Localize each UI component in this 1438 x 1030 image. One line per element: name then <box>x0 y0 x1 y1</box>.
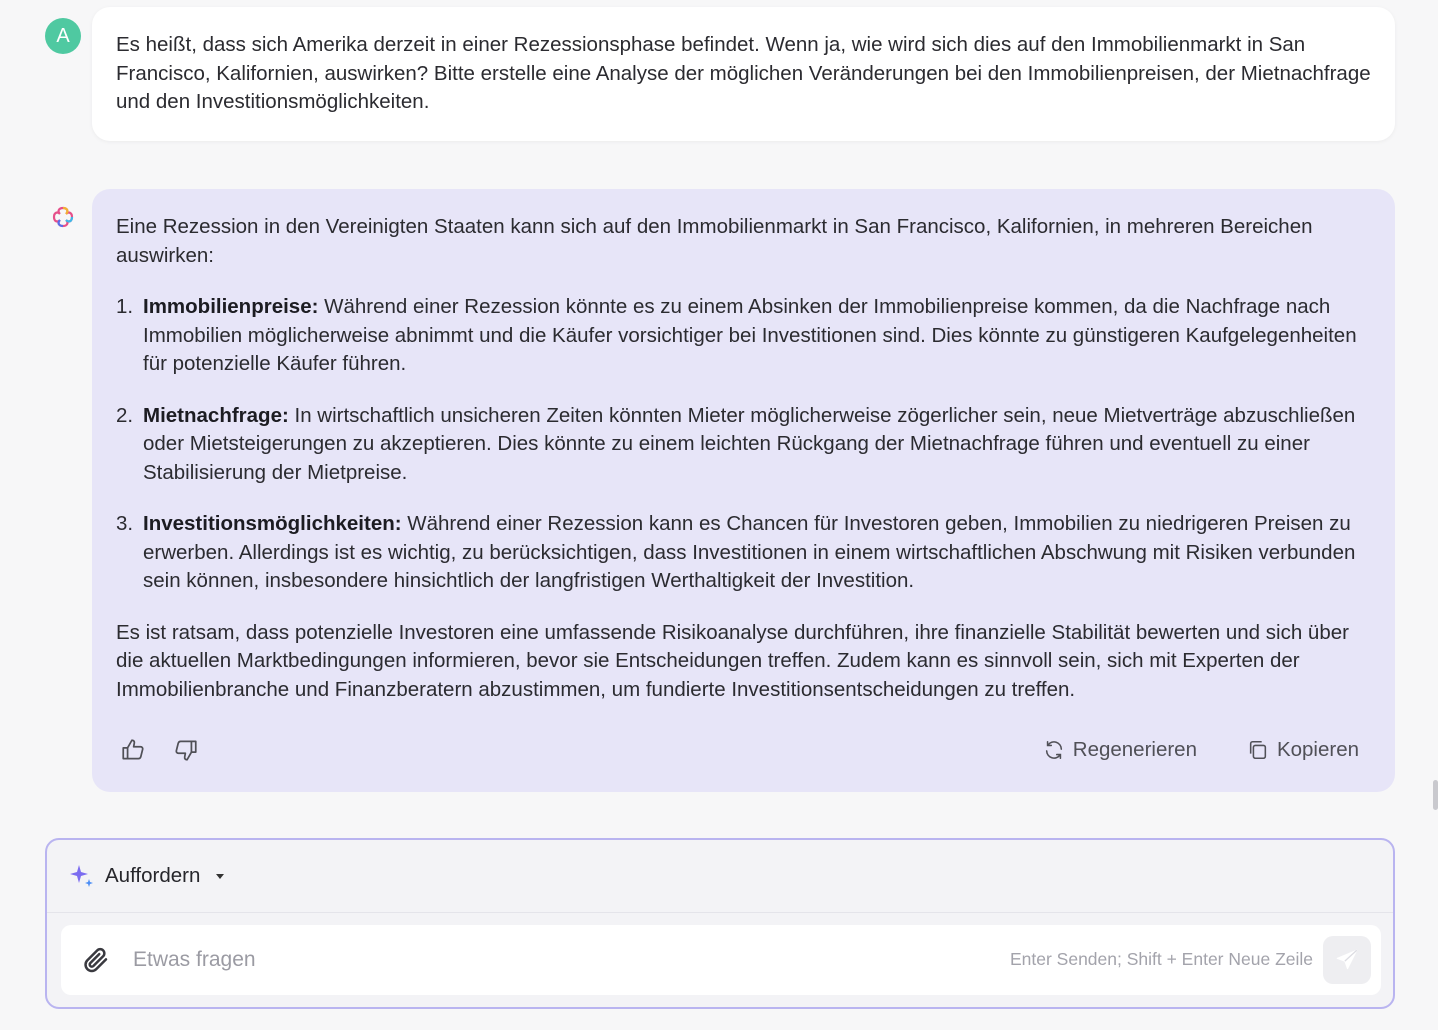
send-button[interactable] <box>1323 936 1371 984</box>
chevron-down-icon <box>216 874 224 879</box>
input-row <box>61 925 1381 995</box>
mode-label: Auffordern <box>105 864 201 887</box>
list-item-text: Während einer Rezession kann es Chancen für Investoren geben, Immobilien zu niedrigeren Preisen zu erwerben. Allerdings ist es wichtig, zu berücksichtigen, dass Investitionen in einem wirtschaftlichen Abschwung mit Risiken verbunden sein können, insbesondere hinsichtlich der langfristigen Werthaltigkeit der Investition. <box>143 512 1356 592</box>
message-actions <box>116 735 1359 765</box>
assistant-conclusion: Es ist ratsam, dass potenzielle Investoren eine umfassende Risikoanalyse durchführen, ihre finanzielle Stabilität bewerten und sich über die aktuellen Marktbedingungen informieren, bevor sie Entscheidungen treffen. Zudem kann es sinnvoll sein, sich mit Experten der Immobilienbranche und Finanzberatern abzustimmen, um fundierte Investitionsentscheidungen zu treffen. <box>116 620 1349 701</box>
list-item <box>116 402 1371 488</box>
user-message-bubble <box>92 7 1395 141</box>
mode-selector[interactable] <box>47 840 1393 913</box>
input-hint: Enter Senden; Shift + Enter Neue Zeile <box>1009 949 1313 969</box>
thumbs-down-icon[interactable] <box>173 737 199 763</box>
copy-icon <box>1247 739 1269 761</box>
send-icon <box>1334 947 1360 973</box>
list-item <box>116 293 1371 379</box>
assistant-logo-icon <box>51 205 75 229</box>
sparkle-icon <box>69 863 95 889</box>
list-item-number: 2. <box>116 403 134 427</box>
list-item-text: In wirtschaftlich unsicheren Zeiten könnten Mieter möglicherweise zögerlicher sein, neue Mietverträge abzuschließen oder Mietsteigerungen zu akzeptieren. Dies könnte zu einem leichten Rückgang der Mietnachfrage führen und eventuell zu einer Stabilisierung der Mietpreise. <box>143 403 1356 484</box>
list-item <box>116 510 1371 596</box>
list-item-text: Während einer Rezession könnte es zu einem Absinken der Immobilienpreise kommen, da die Nachfrage nach Immobilien möglicherweise abnimmt und die Käufer vorsichtiger bei Investitionen sind. Dies könnte zu günstigeren Kaufgelegenheiten für potenzielle Käufer führen. <box>143 295 1357 375</box>
assistant-list <box>116 293 1371 596</box>
list-item-title: Mietnachfrage: <box>143 403 289 427</box>
user-message-text: Es heißt, dass sich Amerika derzeit in einer Rezessionsphase befindet. Wenn ja, wie wird sich dies auf den Immobilienmarkt in San Francisco, Kalifornien, auswirken? Bitte erstelle eine Analyse der möglichen Veränderungen bei den Immobilienpreisen, der Mietnachfrage und den Investitionsmöglichkeiten. <box>116 33 1371 113</box>
assistant-intro: Eine Rezession in den Vereinigten Staaten kann sich auf den Immobilienmarkt in San Francisco, Kalifornien, in mehreren Bereichen auswirken: <box>116 215 1313 267</box>
thumbs-up-icon[interactable] <box>120 737 146 763</box>
regenerate-label: Regenerieren <box>1072 737 1197 761</box>
copy-button[interactable] <box>1247 735 1359 765</box>
copy-label: Kopieren <box>1276 737 1359 761</box>
refresh-icon <box>1043 739 1065 761</box>
list-item-title: Immobilienpreise: <box>143 295 319 318</box>
list-item-number: 3. <box>116 512 134 535</box>
paperclip-icon[interactable] <box>81 945 111 975</box>
user-avatar: A <box>45 18 81 54</box>
list-item-title: Investitionsmöglichkeiten: <box>143 512 402 535</box>
regenerate-button[interactable] <box>1043 735 1197 765</box>
composer <box>45 838 1395 1009</box>
list-item-number: 1. <box>116 295 134 318</box>
chat-input[interactable] <box>131 941 735 979</box>
scrollbar-thumb[interactable] <box>1433 780 1438 810</box>
assistant-message-bubble <box>92 189 1395 792</box>
